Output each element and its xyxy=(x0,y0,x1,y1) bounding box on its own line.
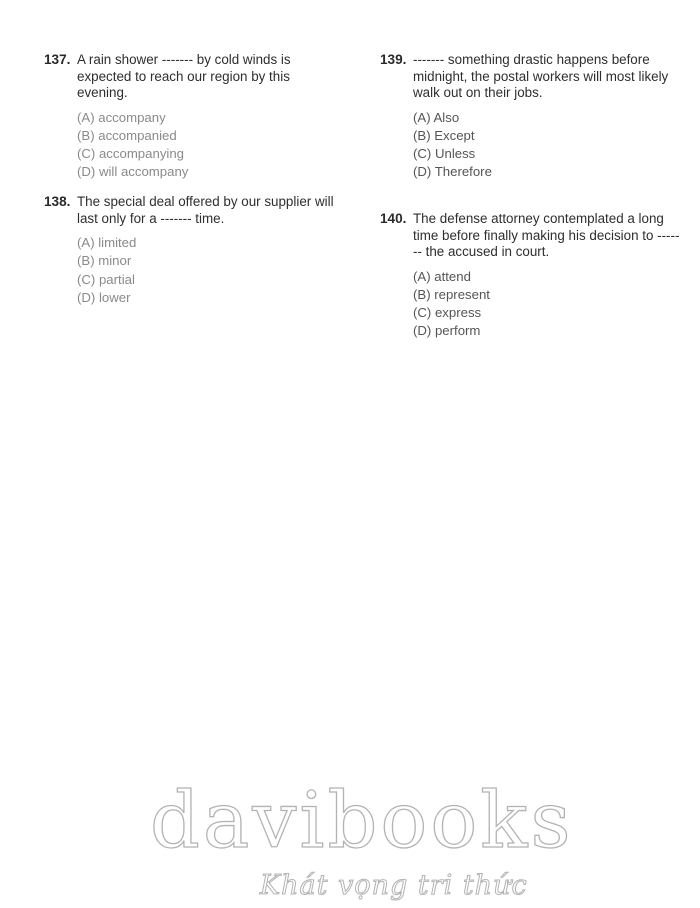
question-number: 138. xyxy=(44,194,71,209)
option-d: (D) will accompany xyxy=(77,164,189,180)
option-b: (B) represent xyxy=(413,286,490,302)
option-d: (D) perform xyxy=(413,323,481,339)
question-139 xyxy=(380,52,680,182)
question-138 xyxy=(44,194,344,307)
question-text: ------- something drastic happens before midnight, the postal workers will most likely walk out on their jobs. xyxy=(413,52,669,100)
option-c: (C) express xyxy=(413,305,482,321)
option-a: (A) attend xyxy=(413,268,471,284)
option-a: (A) Also xyxy=(413,109,460,125)
question-140 xyxy=(380,211,680,341)
question-stem xyxy=(380,211,680,261)
question-number: 137. xyxy=(44,52,71,67)
option-a: (A) limited xyxy=(77,235,137,250)
question-text: The special deal offered by our supplier will last only for a ------- time. xyxy=(77,194,334,226)
option-b: (B) accompanied xyxy=(77,127,177,143)
question-stem xyxy=(44,52,344,102)
answer-options xyxy=(380,109,680,182)
question-number: 140. xyxy=(380,211,407,226)
question-text: A rain shower ------- by cold winds is expected to reach our region by this evening. xyxy=(77,52,291,100)
answer-options xyxy=(44,234,344,307)
question-stem xyxy=(380,52,680,102)
question-stem xyxy=(44,194,344,227)
option-b: (B) minor xyxy=(77,253,132,269)
question-number: 139. xyxy=(380,52,407,67)
question-137 xyxy=(44,52,344,182)
answer-options xyxy=(380,268,680,341)
answer-options xyxy=(44,109,344,182)
option-b: (B) Except xyxy=(413,127,475,143)
question-text: The defense attorney contemplated a long time before finally making his decision to ------- the accused in court. xyxy=(413,211,680,259)
option-c: (C) Unless xyxy=(413,146,476,162)
option-a: (A) accompany xyxy=(77,109,166,125)
watermark-brand: davibooks xyxy=(150,776,574,866)
option-d: (D) Therefore xyxy=(413,164,492,180)
watermark-slogan: Khát vọng tri thức xyxy=(260,870,528,901)
option-c: (C) partial xyxy=(77,271,135,287)
option-c: (C) accompanying xyxy=(77,146,185,162)
option-d: (D) lower xyxy=(77,289,131,305)
